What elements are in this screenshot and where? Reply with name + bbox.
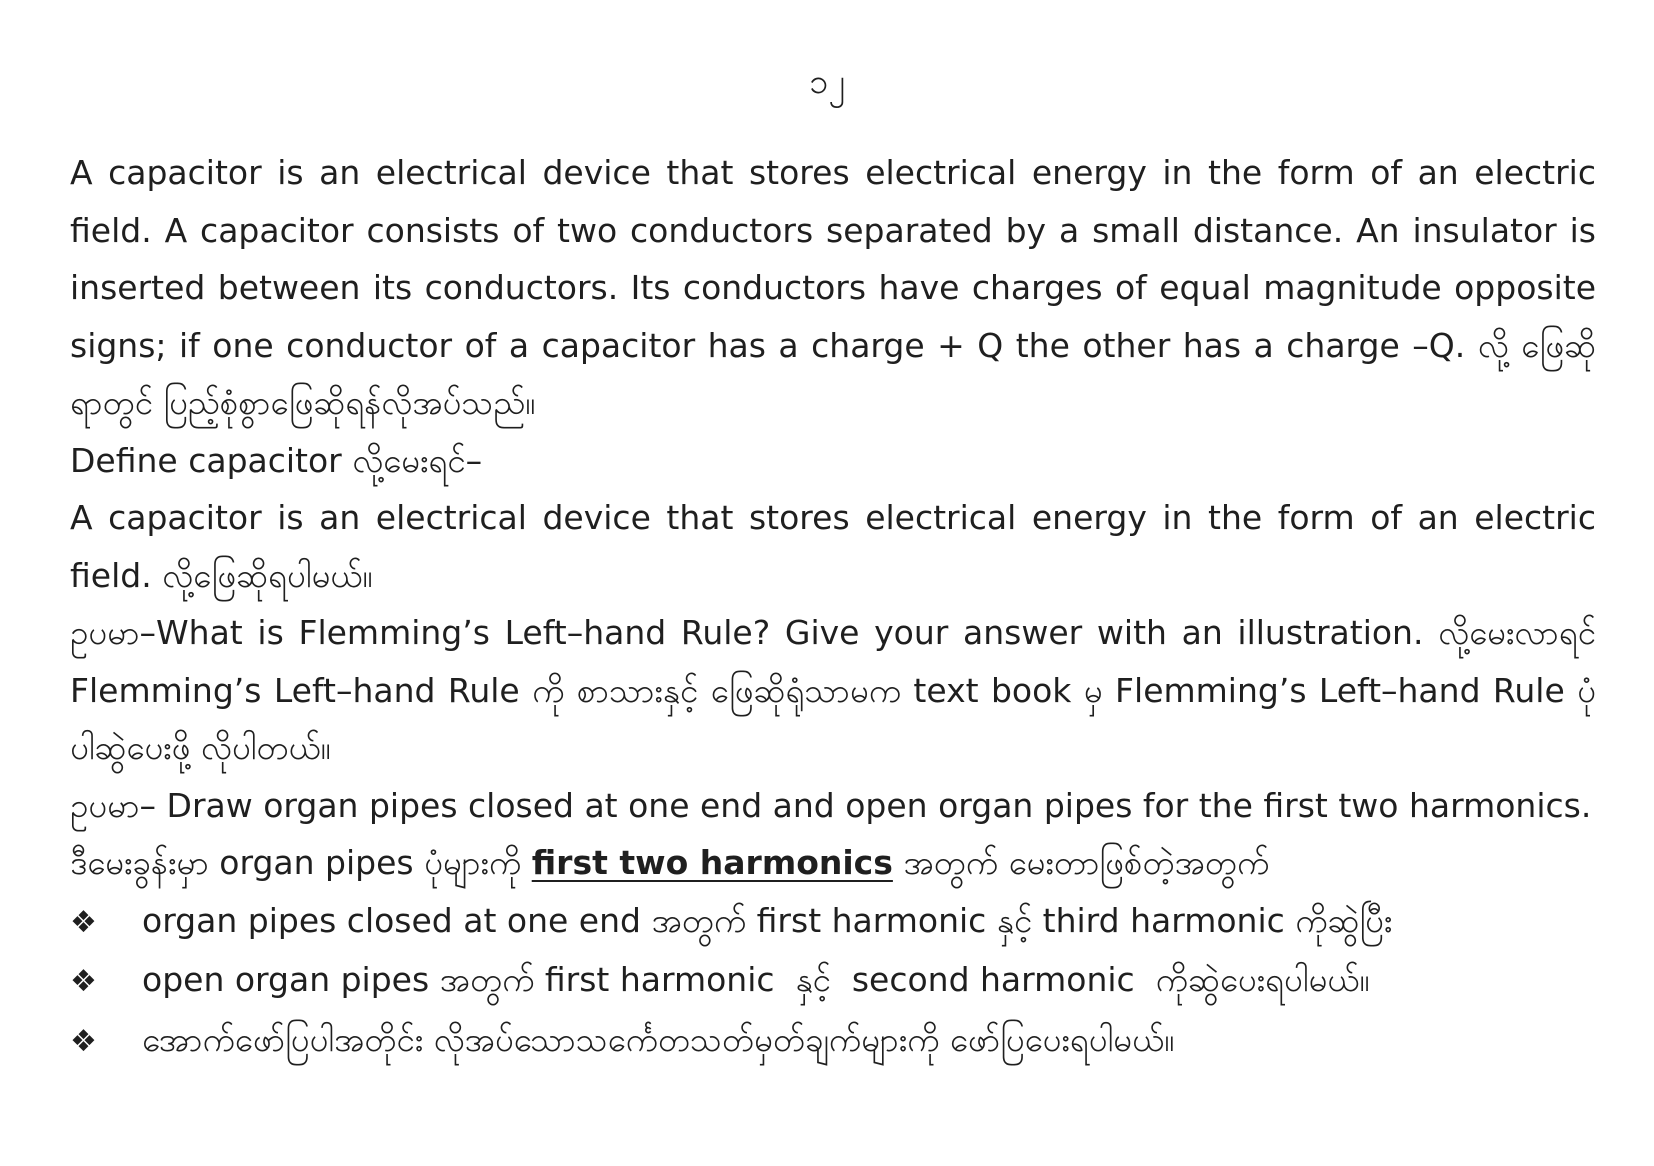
bullet-text: organ pipes closed at one end အတွက် first harmonic နှင့် third harmonic ကိုဆွဲပြီး [142,900,1393,940]
bullet-text: အောက်ဖော်ပြပါအတိုင်း လိုအပ်သောသင်္ကေတသတ်မှတ်ချက်များကို ဖော်ပြပေးရပါမယ်။ [142,1019,1175,1059]
capacitor-short-answer: A capacitor is an electrical device that stores electrical energy in the form of an electric field. လို့ဖြေဆိုရပါမယ်။ [70,498,1596,595]
bullet-diamond-icon: ❖ [70,904,97,940]
bullet-item [70,951,1596,1011]
define-capacitor-question: Define capacitor လို့မေးရင်– [70,440,483,480]
bullet-diamond-icon: ❖ [70,964,97,999]
capacitor-full-answer: A capacitor is an electrical device that stores electrical energy in the form of an electric field. A capacitor consists of two conductors separated by a small distance. An insulator is inserted between its conductors. Its conductors have charges of equal magnitude opposite signs; if one conductor of a capacitor has a charge + Q the other has a charge –Q. လို့ ဖြေဆိုရာတွင် ပြည့်စုံစွာဖြေဆိုရန်လိုအပ်သည်။ [70,153,1596,422]
explanation-text-before: ဒီမေးခွန်းမှာ organ pipes ပုံများကို [70,843,532,882]
bullet-item [70,1011,1596,1071]
underlined-phrase: first two harmonics [531,843,893,882]
organ-pipes-explanation [70,834,1596,892]
bullet-item [70,892,1596,952]
page-number: ၁၂ [809,62,845,102]
bullet-text: open organ pipes အတွက် first harmonic နှင့် second harmonic ကိုဆွဲပေးရပါမယ်။ [142,960,1370,999]
explanation-text-after: အတွက် မေးတာဖြစ်တဲ့အတွက် [892,843,1270,882]
page-content [70,144,1596,1070]
organ-pipes-example: ဥပမာ– Draw organ pipes closed at one end and open organ pipes for the first two harmonics. [70,785,1592,825]
bullet-diamond-icon: ❖ [70,1023,97,1059]
flemming-example: ဥပမာ–What is Flemming’s Left–hand Rule? Give your answer with an illustration. လို့မေးလာရင် Flemming’s Left–hand Rule ကို စာသားနှင့် ဖြေဆိုရုံသာမက text book မှ Flemming’s Left–hand Rule ပုံပါဆွဲပေးဖို့ လိုပါတယ်။ [70,613,1596,767]
